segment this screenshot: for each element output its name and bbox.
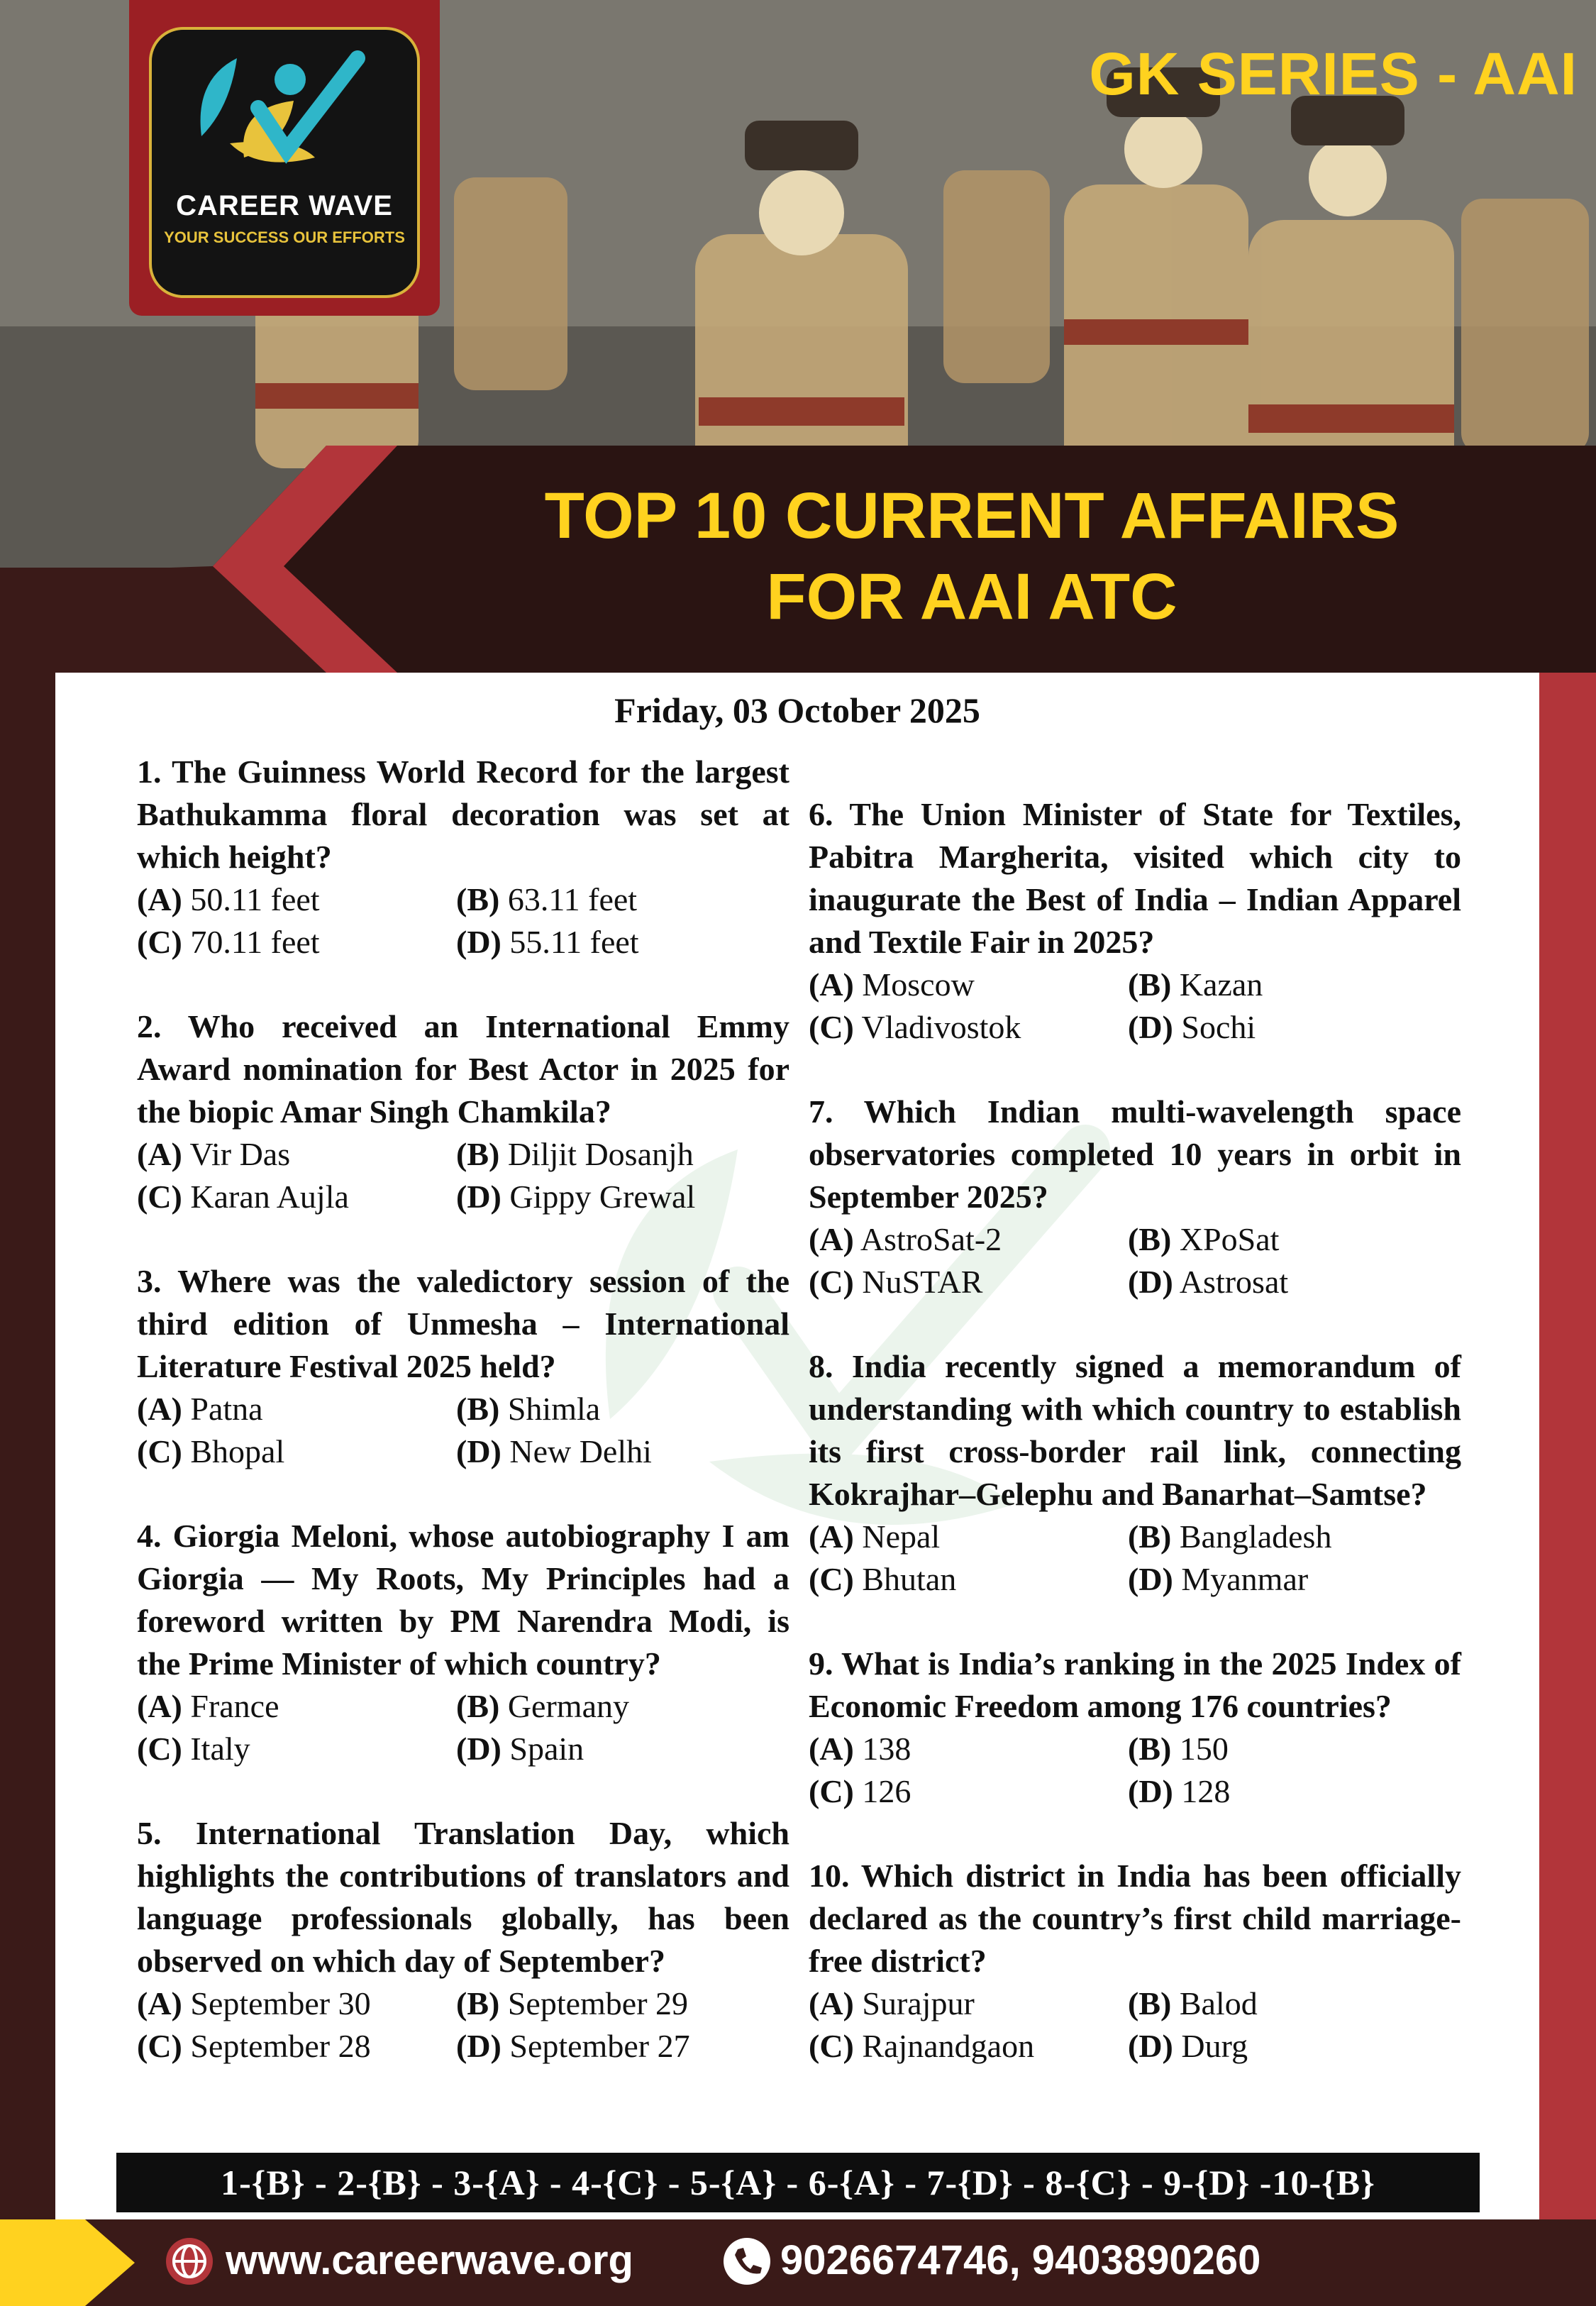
title-line-2: FOR AAI ATC bbox=[766, 561, 1177, 633]
question-block bbox=[137, 1260, 789, 1473]
globe-icon bbox=[165, 2236, 214, 2286]
question-text: 2. Who received an International Emmy Award nomination for Best Actor in 2025 for the biopic Amar Singh Chamkila? bbox=[137, 1008, 789, 1130]
page-title bbox=[397, 475, 1546, 637]
option-text: September 27 bbox=[509, 2028, 690, 2064]
left-frame-bar bbox=[0, 568, 55, 2221]
career-wave-logo bbox=[149, 27, 420, 298]
option-label: (A) bbox=[809, 1221, 854, 1257]
option-label: (B) bbox=[1128, 966, 1172, 1003]
option-label: (A) bbox=[137, 1136, 182, 1172]
option bbox=[456, 921, 789, 964]
option-label: (B) bbox=[456, 1136, 500, 1172]
option-text: Vladivostok bbox=[861, 1009, 1021, 1045]
question-text: 8. India recently signed a memorandum of understanding with which country to establish its first cross-border rail link, connecting Kokrajhar–Gelephu and Banarhat–Samtse? bbox=[809, 1348, 1461, 1512]
option-text: Balod bbox=[1179, 1985, 1258, 2021]
question-text: 3. Where was the valedictory session of the third edition of Unmesha – International Literature Festival 2025 held? bbox=[137, 1263, 789, 1384]
option bbox=[809, 1261, 1128, 1303]
series-label: GK SERIES - AAI bbox=[1089, 40, 1578, 107]
option-text: Bhopal bbox=[190, 1433, 285, 1469]
answer-key: 1-{B} - 2-{B} - 3-{A} - 4-{C} - 5-{A} - 6-{A} - 7-{D} - 8-{C} - 9-{D} -10-{B} bbox=[116, 2153, 1480, 2212]
option bbox=[809, 1728, 1128, 1770]
option-label: (D) bbox=[456, 1731, 501, 1767]
option bbox=[137, 1982, 456, 2025]
option-text: Karan Aujla bbox=[190, 1179, 349, 1215]
option-text: Diljit Dosanjh bbox=[507, 1136, 694, 1172]
option-text: 138 bbox=[862, 1731, 911, 1767]
question-block bbox=[137, 1005, 789, 1218]
option bbox=[137, 1728, 456, 1770]
option bbox=[137, 878, 456, 921]
option-text: Rajnandgaon bbox=[862, 2028, 1035, 2064]
option-label: (C) bbox=[809, 2028, 854, 2064]
option-text: September 28 bbox=[190, 2028, 371, 2064]
option bbox=[456, 1685, 789, 1728]
option-label: (B) bbox=[1128, 1985, 1172, 2021]
questions-column-right bbox=[809, 793, 1461, 2109]
option-label: (A) bbox=[809, 966, 854, 1003]
option bbox=[809, 964, 1128, 1006]
option bbox=[809, 1218, 1128, 1261]
option-label: (D) bbox=[456, 924, 501, 960]
option bbox=[137, 1430, 456, 1473]
question-text: 5. International Translation Day, which highlights the contributions of translators and language professionals globally, has been observed on which day of September? bbox=[137, 1815, 789, 1979]
option bbox=[809, 1006, 1128, 1049]
options-grid bbox=[137, 1982, 789, 2068]
option bbox=[1128, 1006, 1461, 1049]
option bbox=[809, 2025, 1128, 2068]
option bbox=[1128, 1218, 1461, 1261]
option bbox=[1128, 1982, 1461, 2025]
option-text: XPoSat bbox=[1179, 1221, 1280, 1257]
option-label: (B) bbox=[1128, 1518, 1172, 1555]
option-label: (A) bbox=[809, 1731, 854, 1767]
option bbox=[1128, 1728, 1461, 1770]
options-grid bbox=[809, 1728, 1461, 1813]
option bbox=[137, 1388, 456, 1430]
option-label: (A) bbox=[137, 1985, 182, 2021]
option bbox=[1128, 1770, 1461, 1813]
option-text: Italy bbox=[190, 1731, 250, 1767]
footer-arrow-decoration bbox=[0, 2219, 142, 2306]
option-label: (B) bbox=[456, 1985, 500, 2021]
options-grid bbox=[137, 1685, 789, 1770]
question-block bbox=[809, 1091, 1461, 1303]
option-label: (B) bbox=[456, 1391, 500, 1427]
option-label: (C) bbox=[809, 1009, 854, 1045]
option-text: Bangladesh bbox=[1179, 1518, 1332, 1555]
question-block bbox=[137, 1812, 789, 2068]
question-text: 4. Giorgia Meloni, whose autobiography I am Giorgia — My Roots, My Principles had a foreword written by PM Narendra Modi, is the Prime Minister of which country? bbox=[137, 1518, 789, 1682]
option-text: Surajpur bbox=[862, 1985, 975, 2021]
option-label: (B) bbox=[456, 1688, 500, 1724]
option bbox=[809, 1770, 1128, 1813]
phone-icon bbox=[722, 2236, 772, 2286]
question-text: 10. Which district in India has been officially declared as the country’s first child marriage-free district? bbox=[809, 1858, 1461, 1979]
option-text: New Delhi bbox=[509, 1433, 652, 1469]
question-block bbox=[137, 751, 789, 964]
option-label: (D) bbox=[456, 2028, 501, 2064]
options-grid bbox=[137, 878, 789, 964]
option bbox=[809, 1558, 1128, 1601]
date-heading: Friday, 03 October 2025 bbox=[614, 690, 980, 730]
right-frame-bar bbox=[1539, 673, 1596, 2221]
option-text: Spain bbox=[509, 1731, 584, 1767]
option-label: (D) bbox=[456, 1433, 501, 1469]
option-text: September 29 bbox=[507, 1985, 689, 2021]
website-link[interactable]: www.careerwave.org bbox=[226, 2237, 633, 2283]
option-text: Patna bbox=[190, 1391, 263, 1427]
leaf-check-icon bbox=[152, 30, 417, 193]
option-text: France bbox=[190, 1688, 279, 1724]
question-block bbox=[809, 793, 1461, 1049]
options-grid bbox=[809, 964, 1461, 1049]
question-block bbox=[809, 1643, 1461, 1813]
option bbox=[1128, 1558, 1461, 1601]
option-text: Sochi bbox=[1181, 1009, 1256, 1045]
option bbox=[456, 1982, 789, 2025]
option bbox=[456, 1430, 789, 1473]
option-text: September 30 bbox=[190, 1985, 371, 2021]
option bbox=[456, 1388, 789, 1430]
option bbox=[137, 1685, 456, 1728]
option-text: Durg bbox=[1181, 2028, 1248, 2064]
option bbox=[456, 878, 789, 921]
option-text: Kazan bbox=[1179, 966, 1263, 1003]
options-grid bbox=[809, 1218, 1461, 1303]
option-label: (C) bbox=[137, 924, 182, 960]
option-label: (A) bbox=[809, 1985, 854, 2021]
options-grid bbox=[809, 1982, 1461, 2068]
option-label: (A) bbox=[137, 1391, 182, 1427]
option-text: Gippy Grewal bbox=[509, 1179, 696, 1215]
option-text: 150 bbox=[1179, 1731, 1229, 1767]
options-grid bbox=[137, 1388, 789, 1473]
option-label: (D) bbox=[456, 1179, 501, 1215]
option-text: 70.11 feet bbox=[190, 924, 320, 960]
option bbox=[456, 1133, 789, 1176]
option-text: 128 bbox=[1181, 1773, 1231, 1809]
option-text: 126 bbox=[862, 1773, 911, 1809]
logo-tagline: YOUR SUCCESS OUR EFFORTS bbox=[164, 228, 405, 246]
option-text: 63.11 feet bbox=[507, 881, 638, 917]
option bbox=[809, 1982, 1128, 2025]
option-label: (D) bbox=[1128, 1561, 1173, 1597]
option-label: (D) bbox=[1128, 1264, 1173, 1300]
questions-column-left bbox=[137, 751, 789, 2109]
option-label: (C) bbox=[137, 2028, 182, 2064]
option-text: Astrosat bbox=[1179, 1264, 1289, 1300]
option-label: (C) bbox=[137, 1731, 182, 1767]
option-text: Germany bbox=[507, 1688, 629, 1724]
question-text: 7. Which Indian multi-wavelength space observatories completed 10 years in orbit in September 2025? bbox=[809, 1093, 1461, 1215]
option-label: (B) bbox=[456, 881, 500, 917]
option-text: Moscow bbox=[862, 966, 975, 1003]
question-block bbox=[809, 1345, 1461, 1601]
option-label: (D) bbox=[1128, 1009, 1173, 1045]
option bbox=[456, 2025, 789, 2068]
option-text: 55.11 feet bbox=[509, 924, 639, 960]
option-label: (C) bbox=[809, 1561, 854, 1597]
option-text: Bhutan bbox=[862, 1561, 957, 1597]
option-label: (B) bbox=[1128, 1731, 1172, 1767]
option-label: (D) bbox=[1128, 2028, 1173, 2064]
option-label: (C) bbox=[137, 1179, 182, 1215]
option bbox=[137, 1133, 456, 1176]
option bbox=[1128, 964, 1461, 1006]
question-text: 9. What is India’s ranking in the 2025 Index of Economic Freedom among 176 countries? bbox=[809, 1645, 1461, 1724]
option bbox=[137, 921, 456, 964]
option bbox=[809, 1516, 1128, 1558]
question-block bbox=[809, 1855, 1461, 2068]
question-block bbox=[137, 1515, 789, 1770]
question-text: 1. The Guinness World Record for the largest Bathukamma floral decoration was set at which height? bbox=[137, 754, 789, 875]
option-text: Myanmar bbox=[1181, 1561, 1309, 1597]
options-grid bbox=[809, 1516, 1461, 1601]
question-text: 6. The Union Minister of State for Textiles, Pabitra Margherita, visited which city to inaugurate the Best of India – Indian Apparel and Textile Fair in 2025? bbox=[809, 796, 1461, 960]
option-text: Shimla bbox=[507, 1391, 601, 1427]
option bbox=[137, 1176, 456, 1218]
option-label: (C) bbox=[809, 1264, 854, 1300]
option-text: AstroSat-2 bbox=[860, 1221, 1002, 1257]
option-label: (A) bbox=[809, 1518, 854, 1555]
title-line-1: TOP 10 CURRENT AFFAIRS bbox=[544, 480, 1400, 552]
option bbox=[1128, 1261, 1461, 1303]
option-text: Nepal bbox=[862, 1518, 941, 1555]
options-grid bbox=[137, 1133, 789, 1218]
option bbox=[137, 2025, 456, 2068]
option-label: (A) bbox=[137, 1688, 182, 1724]
option bbox=[1128, 2025, 1461, 2068]
option-text: Vir Das bbox=[189, 1136, 291, 1172]
option-text: 50.11 feet bbox=[190, 881, 320, 917]
phone-numbers[interactable]: 9026674746, 9403890260 bbox=[780, 2237, 1261, 2283]
logo-name: CAREER WAVE bbox=[176, 190, 393, 221]
option-label: (C) bbox=[809, 1773, 854, 1809]
option bbox=[456, 1176, 789, 1218]
option bbox=[1128, 1516, 1461, 1558]
option-text: NuSTAR bbox=[862, 1264, 983, 1300]
option-label: (C) bbox=[137, 1433, 182, 1469]
option-label: (B) bbox=[1128, 1221, 1172, 1257]
option-label: (A) bbox=[137, 881, 182, 917]
option-label: (D) bbox=[1128, 1773, 1173, 1809]
option bbox=[456, 1728, 789, 1770]
